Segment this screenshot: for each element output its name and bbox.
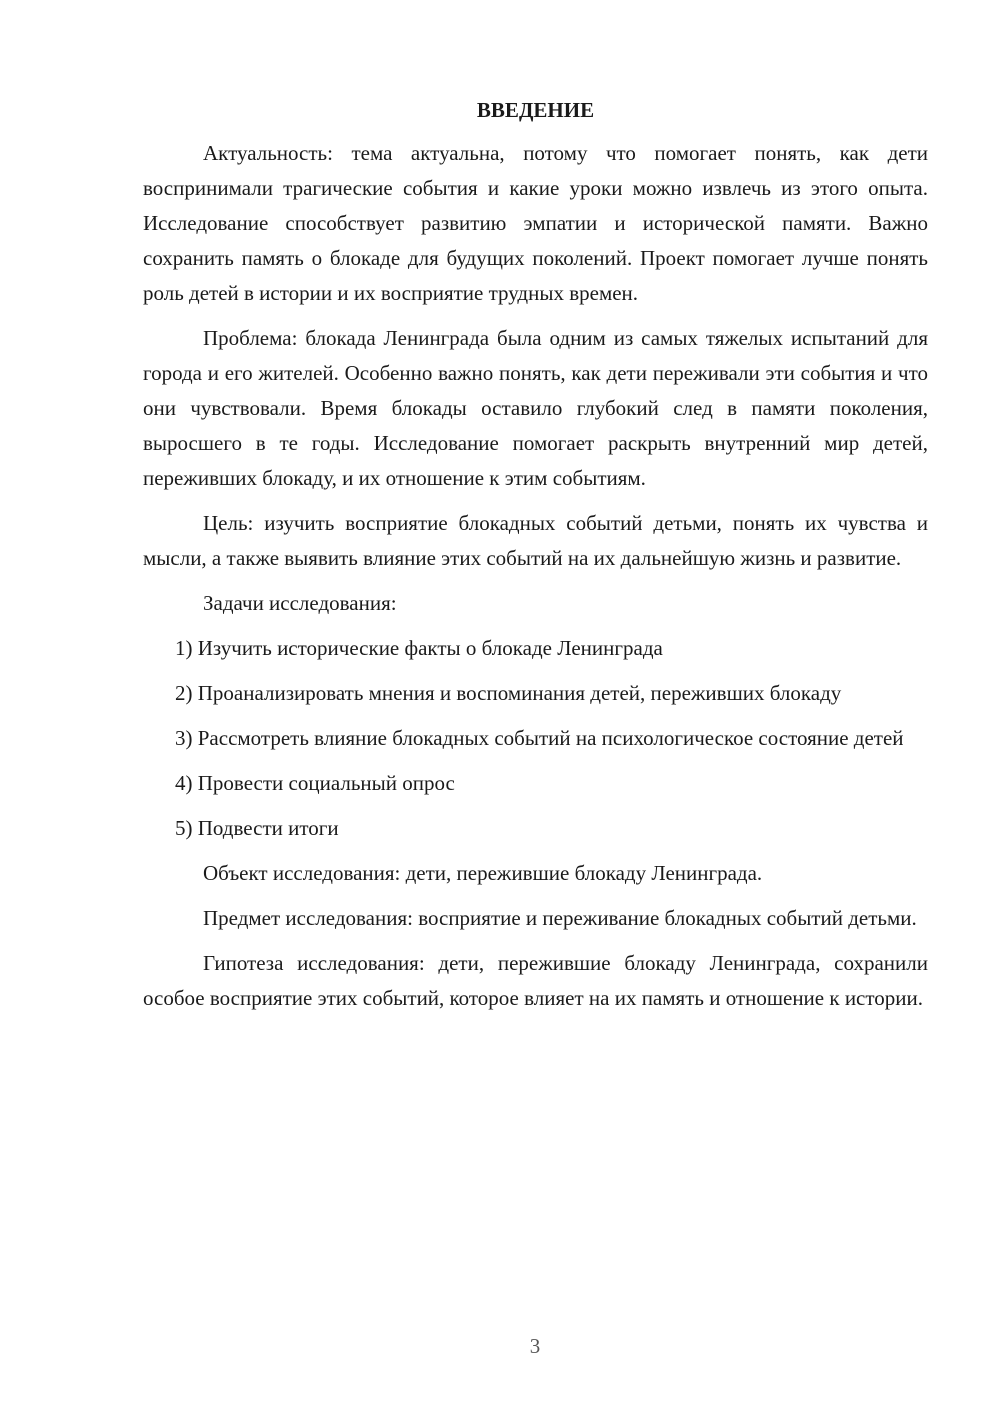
document-page: [143, 96, 928, 1026]
task-item: 4) Провести социальный опрос: [175, 771, 455, 795]
tasks-heading: Задачи исследования:: [203, 591, 397, 615]
task-item: 2) Проанализировать мнения и воспоминания детей, переживших блокаду: [175, 681, 842, 705]
task-item: 1) Изучить исторические факты о блокаде Ленинграда: [175, 636, 663, 660]
subject-paragraph: Предмет исследования: восприятие и переживание блокадных событий детьми.: [203, 906, 917, 930]
hypothesis-paragraph: Гипотеза исследования: дети, пережившие блокаду Ленинграда, сохранили особое восприятие этих событий, которое влияет на их память и отношение к истории.: [143, 951, 928, 1010]
goal-paragraph: Цель: изучить восприятие блокадных событий детьми, понять их чувства и мысли, а также выявить влияние этих событий на их дальнейшую жизнь и развитие.: [143, 511, 928, 570]
object-paragraph: Объект исследования: дети, пережившие блокаду Ленинграда.: [203, 861, 763, 885]
task-item: 3) Рассмотреть влияние блокадных событий на психологическое состояние детей: [175, 726, 904, 750]
problem-paragraph: Проблема: блокада Ленинграда была одним из самых тяжелых испытаний для города и его жителей. Особенно важно понять, как дети переживали эти события и что они чувствовали. Время блокады оставило глубокий след в памяти поколения, выросшего в те годы. Исследование помогает раскрыть внутренний мир детей, переживших блокаду, и их отношение к этим событиям.: [143, 326, 928, 490]
relevance-paragraph: Актуальность: тема актуальна, потому что помогает понять, как дети воспринимали трагические события и какие уроки можно извлечь из этого опыта. Исследование способствует развитию эмпатии и исторической памяти. Важно сохранить память о блокаде для будущих поколений. Проект помогает лучше понять роль детей в истории и их восприятие трудных времен.: [143, 141, 928, 305]
page-title: ВВЕДЕНИЕ: [476, 98, 595, 122]
task-item: 5) Подвести итоги: [175, 816, 339, 840]
page-number: 3: [529, 1334, 541, 1358]
